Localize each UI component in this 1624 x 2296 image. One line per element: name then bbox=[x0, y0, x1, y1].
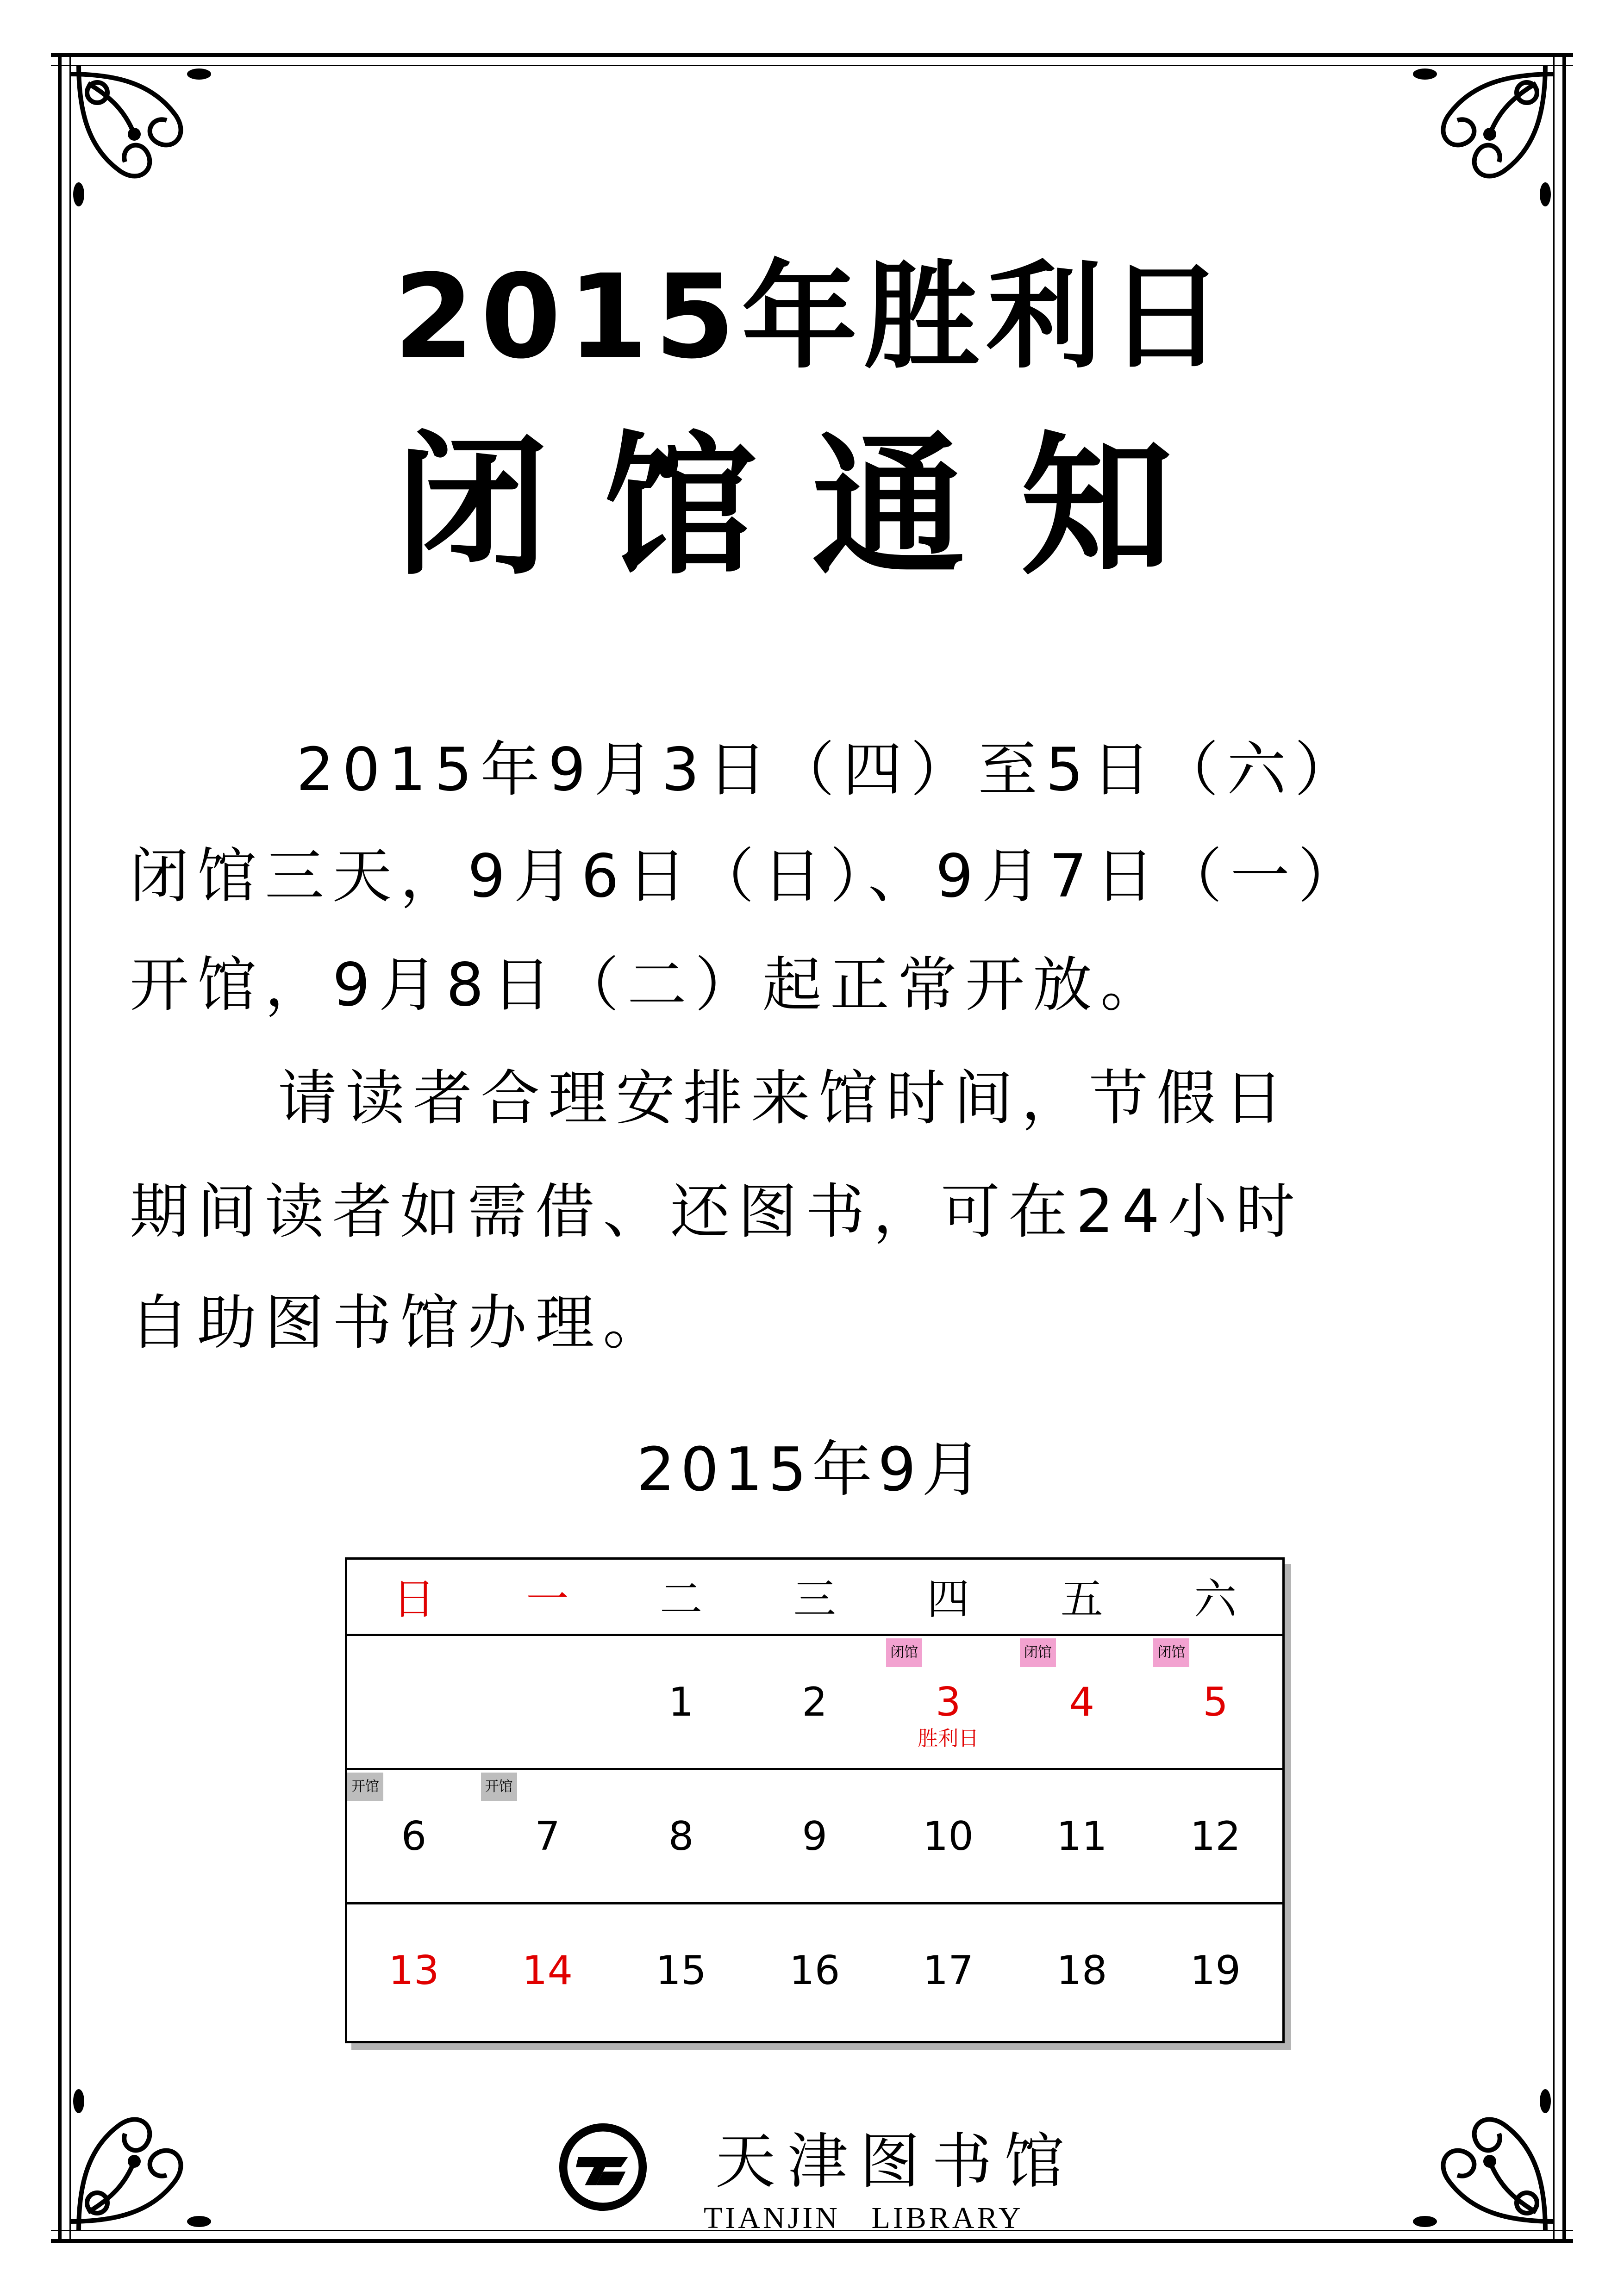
calendar-day: 18 bbox=[1056, 1948, 1107, 1994]
open-badge: 开馆 bbox=[347, 1773, 383, 1801]
calendar-weekday: 日 bbox=[392, 1574, 435, 1624]
calendar-weekday-header bbox=[347, 1560, 1282, 1636]
calendar-weekday: 二 bbox=[660, 1574, 703, 1624]
calendar-day: 15 bbox=[656, 1948, 706, 1994]
corner-ornament-top-right bbox=[1406, 56, 1564, 213]
notice-line-6: 自助图书馆办理。 bbox=[130, 1288, 671, 1357]
open-badge: 开馆 bbox=[481, 1773, 517, 1801]
calendar-weekday: 六 bbox=[1194, 1574, 1237, 1624]
calendar-day: 1 bbox=[668, 1679, 694, 1725]
calendar-weekday: 五 bbox=[1060, 1574, 1103, 1624]
corner-ornament-bottom-left bbox=[60, 2083, 218, 2240]
notice-title-line1: 2015年胜利日 bbox=[394, 249, 1230, 384]
closed-badge: 闭馆 bbox=[1153, 1638, 1189, 1667]
victory-day-label: 胜利日 bbox=[918, 1727, 979, 1750]
calendar-day: 8 bbox=[668, 1813, 694, 1860]
library-name-cn: 天津图书馆 bbox=[715, 2126, 1077, 2196]
calendar-day: 19 bbox=[1190, 1948, 1241, 1994]
calendar-row-divider bbox=[347, 1768, 1282, 1770]
tianjin-library-logo-icon bbox=[558, 2122, 648, 2212]
calendar-day: 10 bbox=[923, 1813, 974, 1860]
calendar-title: 2015年9月 bbox=[637, 1434, 987, 1505]
calendar-day: 6 bbox=[401, 1813, 427, 1860]
calendar-grid bbox=[345, 1557, 1285, 2043]
calendar-day: 2 bbox=[802, 1679, 828, 1725]
calendar-day: 14 bbox=[522, 1948, 573, 1994]
calendar-weekday: 一 bbox=[526, 1574, 569, 1624]
notice-line-1: 2015年9月3日（四）至5日（六） bbox=[296, 735, 1362, 804]
notice-line-4: 请读者合理安排来馆时间，节假日 bbox=[278, 1064, 1292, 1133]
calendar-day: 5 bbox=[1203, 1679, 1228, 1725]
calendar-day: 12 bbox=[1190, 1813, 1241, 1860]
calendar-day: 16 bbox=[789, 1948, 840, 1994]
calendar-weekday: 四 bbox=[927, 1574, 970, 1624]
corner-ornament-top-left bbox=[60, 56, 218, 213]
corner-ornament-bottom-right bbox=[1406, 2083, 1564, 2240]
calendar-weekday: 三 bbox=[793, 1574, 836, 1624]
calendar-day: 17 bbox=[923, 1948, 974, 1994]
calendar-row-divider bbox=[347, 1902, 1282, 1904]
calendar-day: 9 bbox=[802, 1813, 828, 1860]
calendar-day: 4 bbox=[1069, 1679, 1095, 1725]
notice-line-5: 期间读者如需借、还图书，可在24小时 bbox=[130, 1177, 1303, 1246]
notice-title-line2: 闭馆通知 bbox=[395, 418, 1229, 596]
calendar-day: 11 bbox=[1056, 1813, 1107, 1860]
notice-line-3: 开馆，9月8日（二）起正常开放。 bbox=[130, 951, 1168, 1020]
closed-badge: 闭馆 bbox=[1020, 1638, 1056, 1667]
closed-badge: 闭馆 bbox=[886, 1638, 922, 1667]
library-name-en: TIANJIN LIBRARY bbox=[704, 2201, 1024, 2235]
notice-line-2: 闭馆三天，9月6日（日）、9月7日（一） bbox=[130, 842, 1366, 911]
calendar-day: 3 bbox=[935, 1679, 961, 1725]
calendar-day: 7 bbox=[535, 1813, 560, 1860]
calendar-day: 13 bbox=[388, 1948, 439, 1994]
